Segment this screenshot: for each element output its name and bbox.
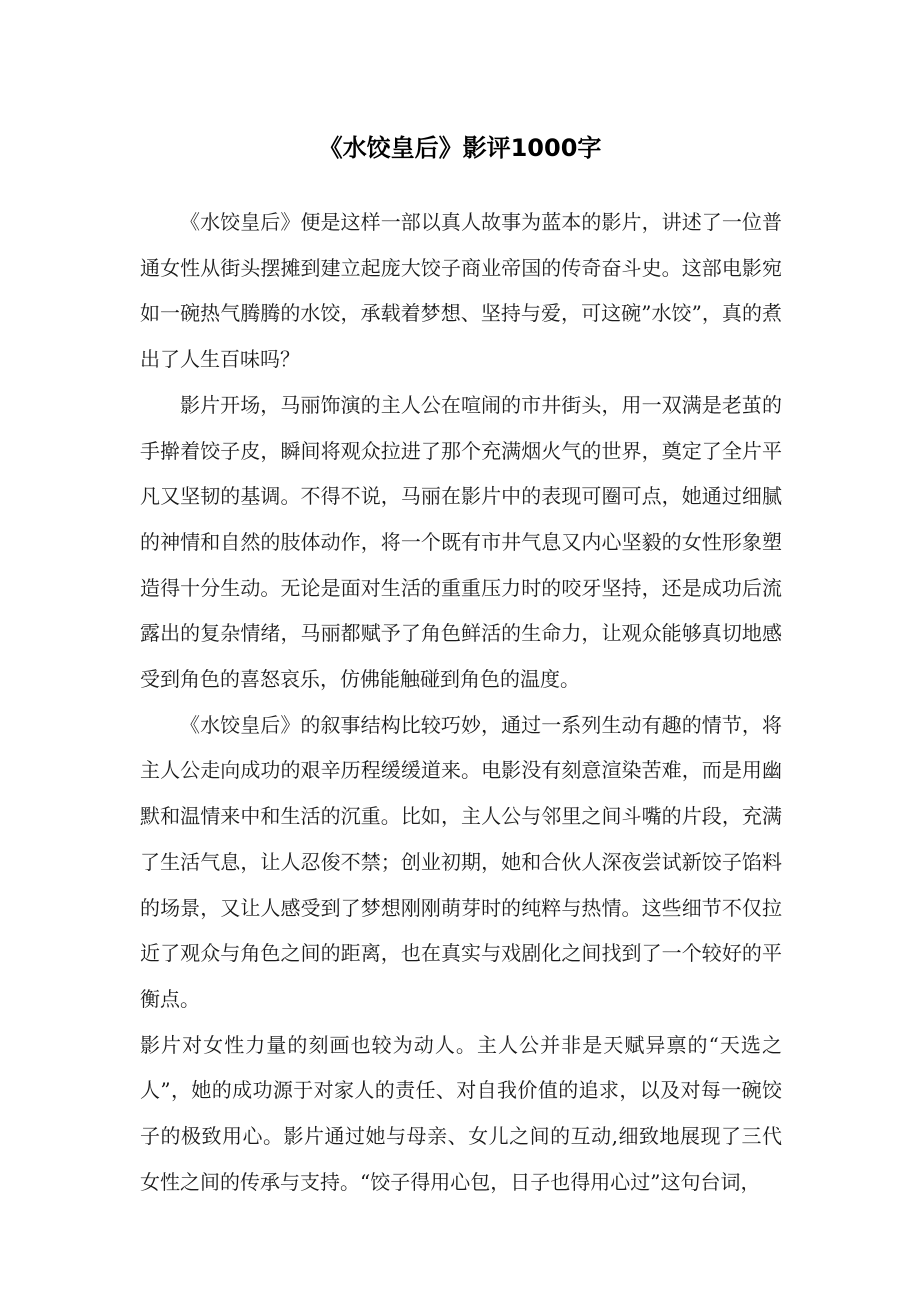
document-body [140,200,782,1205]
document-title: 《水饺皇后》影评1000字 [318,134,602,162]
paragraph-intro: 《水饺皇后》便是这样一部以真人故事为蓝本的影片，讲述了一位普通女性从街头摆摊到建立起庞大饺子商业帝国的传奇奋斗史。这部电影宛如一碗热气腾腾的水饺，承载着梦想、坚持与爱，可这碗”水饺”，真的煮出了人生百味吗？ [140,210,782,372]
paragraph-female-strength: 影片对女性力量的刻画也较为动人。主人公并非是天赋异禀的“天选之人”，她的成功源于对家人的责任、对自我价值的追求，以及对每一碗饺子的极致用心。影片通过她与母亲、女儿之间的互动,细致地展现了三代女性之间的传承与支持。“饺子得用心包，日子也得用心过”这句台词， [140,1032,782,1194]
paragraph-narrative: 《水饺皇后》的叙事结构比较巧妙，通过一系列生动有趣的情节，将主人公走向成功的艰辛历程缓缓道来。电影没有刻意渲染苦难，而是用幽默和温情来中和生活的沉重。比如，主人公与邻里之间斗嘴的片段，充满了生活气息，让人忍俊不禁；创业初期，她和合伙人深夜尝试新饺子馅料的场景，又让人感受到了梦想刚刚萌芽时的纯粹与热情。这些细节不仅拉近了观众与角色之间的距离，也在真实与戏剧化之间找到了一个较好的平衡点。 [140,712,782,1011]
paragraph-performance: 影片开场，马丽饰演的主人公在喧闹的市井街头，用一双满是老茧的手擀着饺子皮，瞬间将观众拉进了那个充满烟火气的世界，奠定了全片平凡又坚韧的基调。不得不说，马丽在影片中的表现可圈可点，她通过细腻的神情和自然的肢体动作，将一个既有市井气息又内心坚毅的女性形象塑造得十分生动。无论是面对生活的重重压力时的咬牙坚持，还是成功后流露出的复杂情绪，马丽都赋予了角色鲜活的生命力，让观众能够真切地感受到角色的喜怒哀乐，仿佛能触碰到角色的温度。 [140,392,782,692]
